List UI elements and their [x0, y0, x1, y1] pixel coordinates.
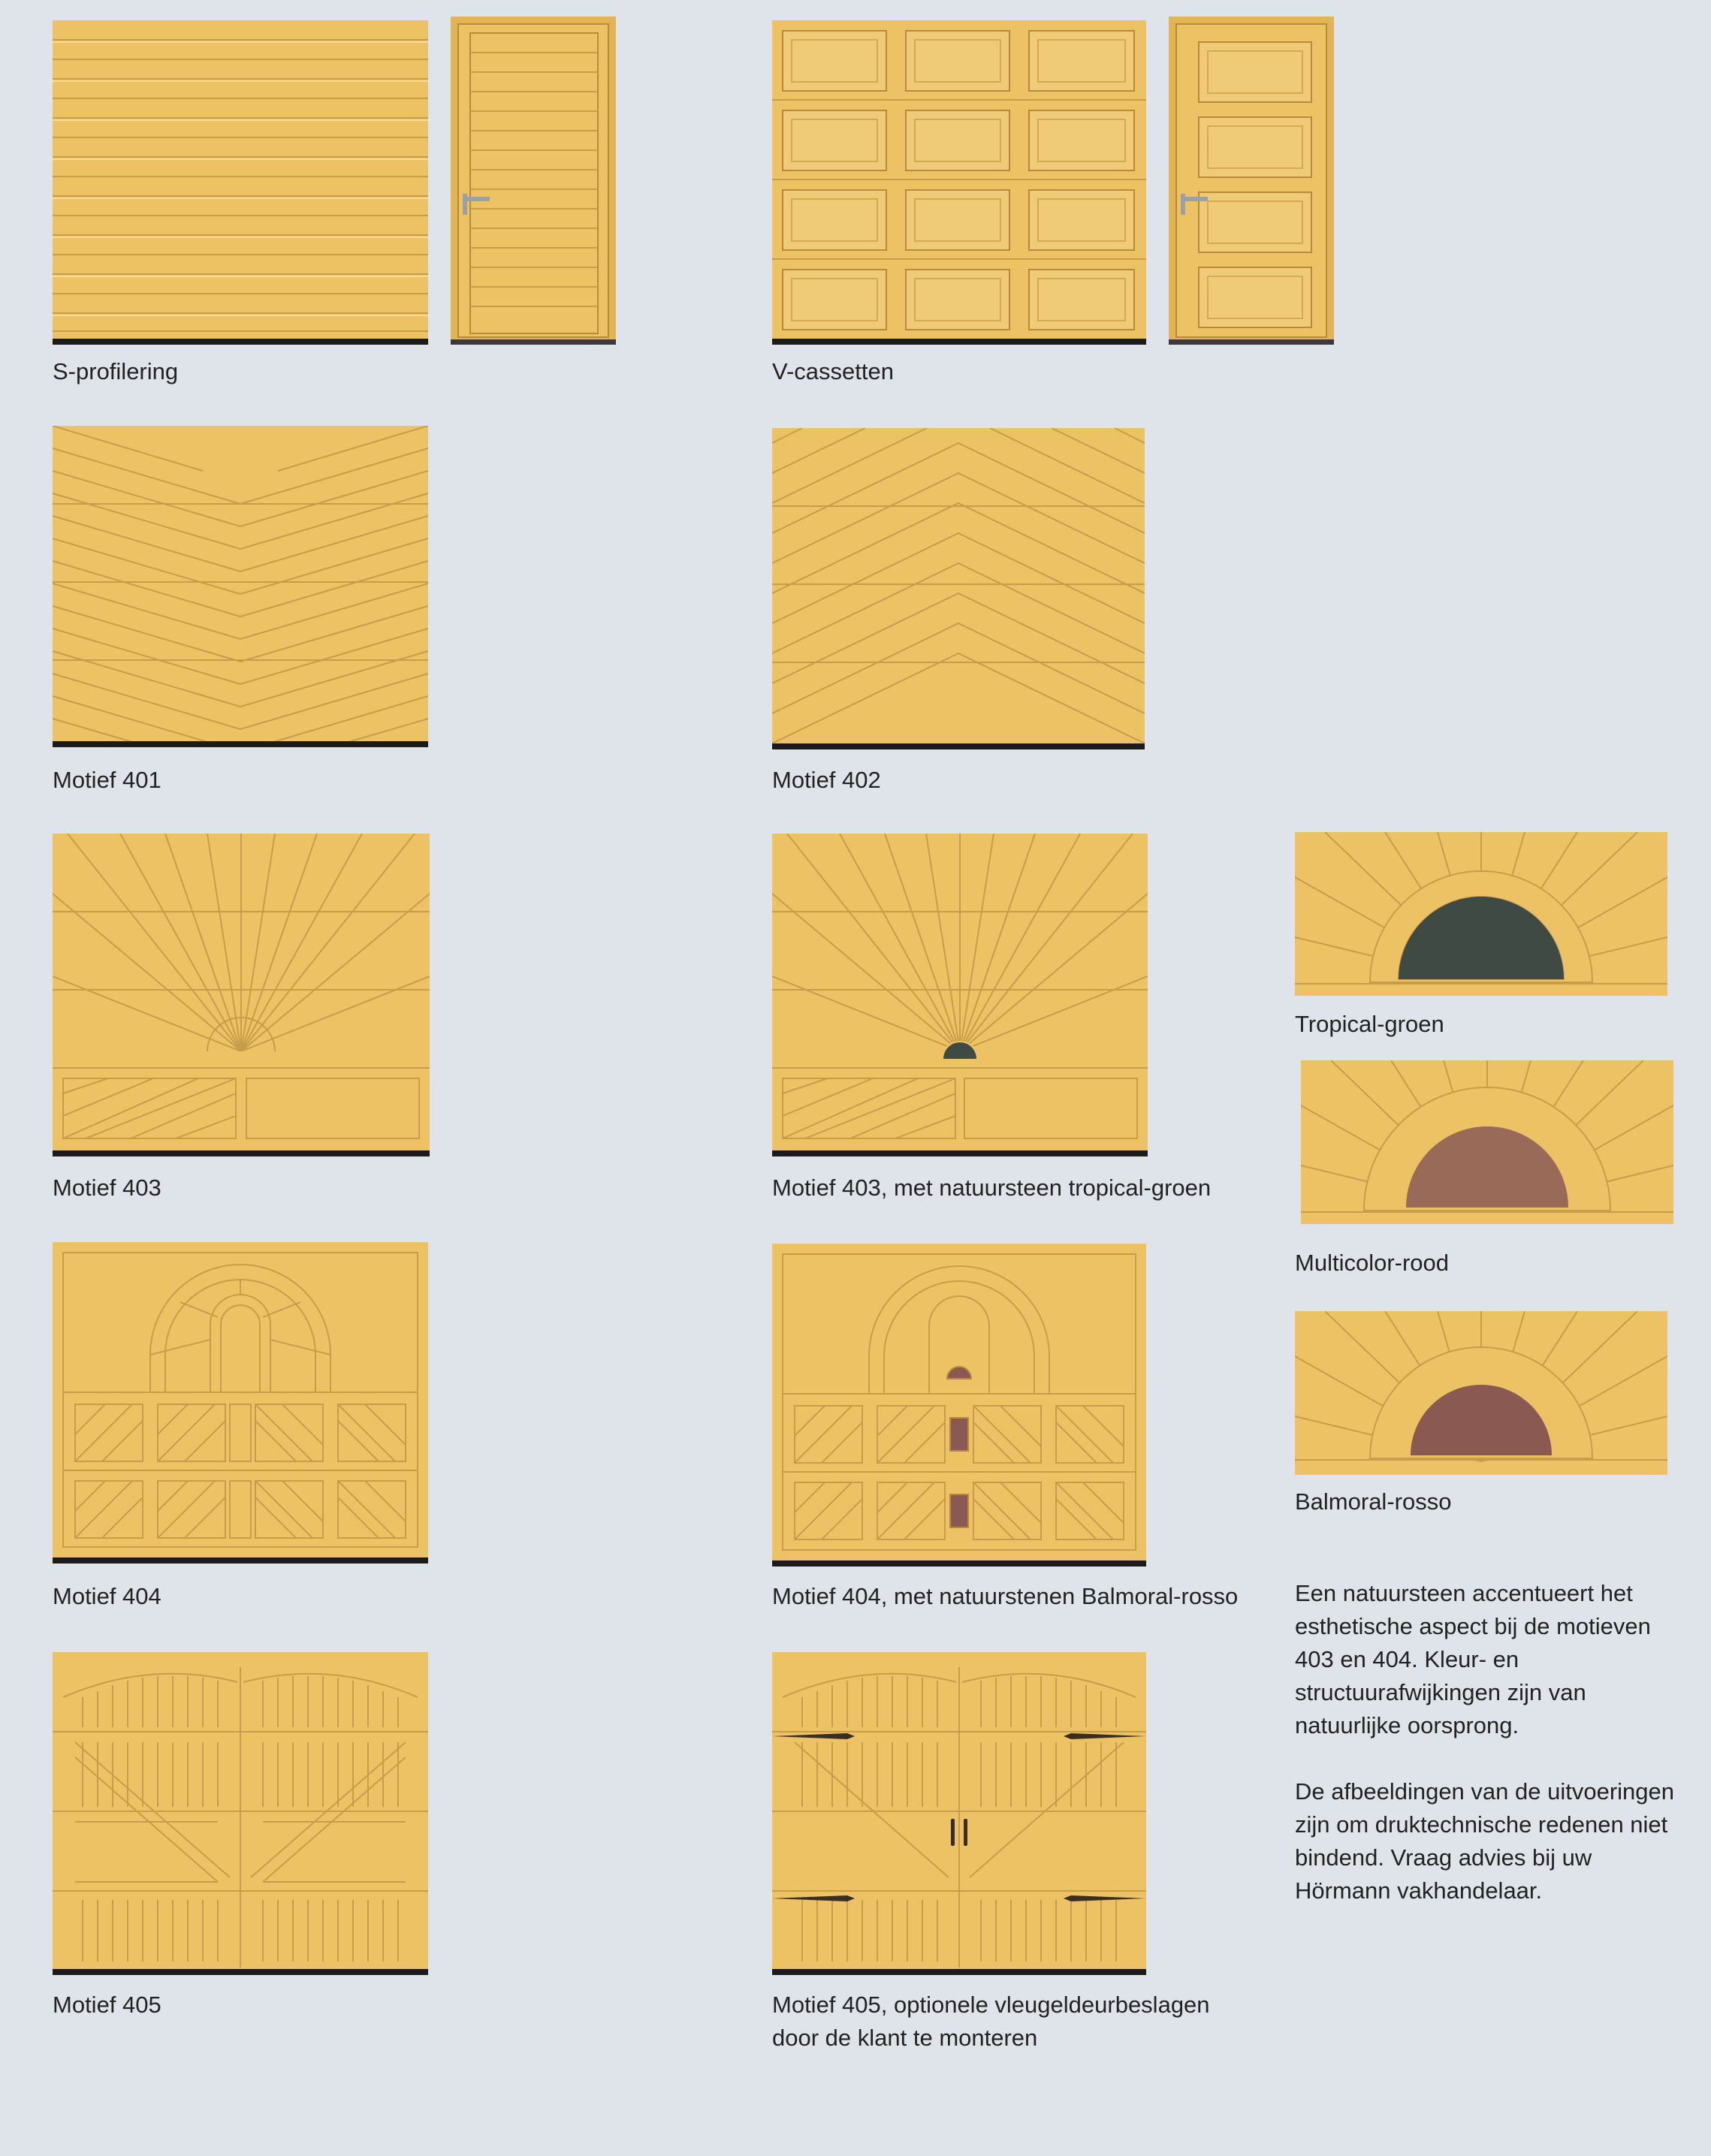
motif-401-door-image	[53, 426, 428, 747]
caption-motif-404: Motief 404	[53, 1583, 161, 1609]
multicolor-red-stone-image	[1301, 1060, 1673, 1224]
v-cassette-side-door-image	[1169, 17, 1334, 345]
caption-motif-402: Motief 402	[772, 767, 881, 793]
motif-404-door-image	[53, 1242, 428, 1563]
stone-note-paragraph: Een natuursteen accentueert het esthetische aspect bij de motieven 403 en 404. Kleur- en structuurafwijkingen zijn van natuurlijke oorsprong.	[1295, 1580, 1651, 1738]
caption-motif-403-stone: Motief 403, met natuursteen tropical-groen	[772, 1174, 1212, 1201]
caption-multicolor-red: Multicolor-rood	[1295, 1250, 1450, 1276]
s-profile-door-image	[53, 20, 428, 345]
caption-motif-403: Motief 403	[53, 1174, 161, 1201]
balmoral-rosso-stone-image	[1295, 1311, 1667, 1475]
motif-404-stone-door-image	[772, 1244, 1146, 1566]
caption-motif-404-stone: Motief 404, met natuurstenen Balmoral-rosso	[772, 1583, 1239, 1609]
motif-403-door-image	[53, 834, 430, 1156]
v-cassette-door-image	[772, 20, 1146, 345]
motif-403-stone-door-image	[772, 834, 1148, 1156]
motif-405-door-image	[53, 1652, 428, 1975]
motif-402-door-image	[772, 428, 1145, 749]
caption-v-cassette: V-cassetten	[772, 358, 894, 384]
caption-s-profile: S-profilering	[53, 358, 179, 384]
caption-tropical-green: Tropical-groen	[1295, 1011, 1444, 1037]
caption-motif-405: Motief 405	[53, 1992, 161, 2018]
caption-balmoral-rosso: Balmoral-rosso	[1295, 1488, 1452, 1515]
caption-motif-401: Motief 401	[53, 767, 161, 793]
disclaimer-paragraph: De afbeeldingen van de uitvoeringen zijn om druktechnische redenen niet bindend. Vraag advies bij uw Hörmann vakhandelaar.	[1295, 1778, 1674, 1904]
tropical-green-stone-image	[1295, 832, 1667, 996]
s-profile-side-door-image	[451, 17, 616, 345]
motif-405-fittings-door-image	[772, 1652, 1146, 1975]
caption-motif-405-fittings: Motief 405, optionele vleugeldeurbeslagen door de klant te monteren	[772, 1992, 1210, 2051]
stone-notes	[1295, 1577, 1685, 1940]
